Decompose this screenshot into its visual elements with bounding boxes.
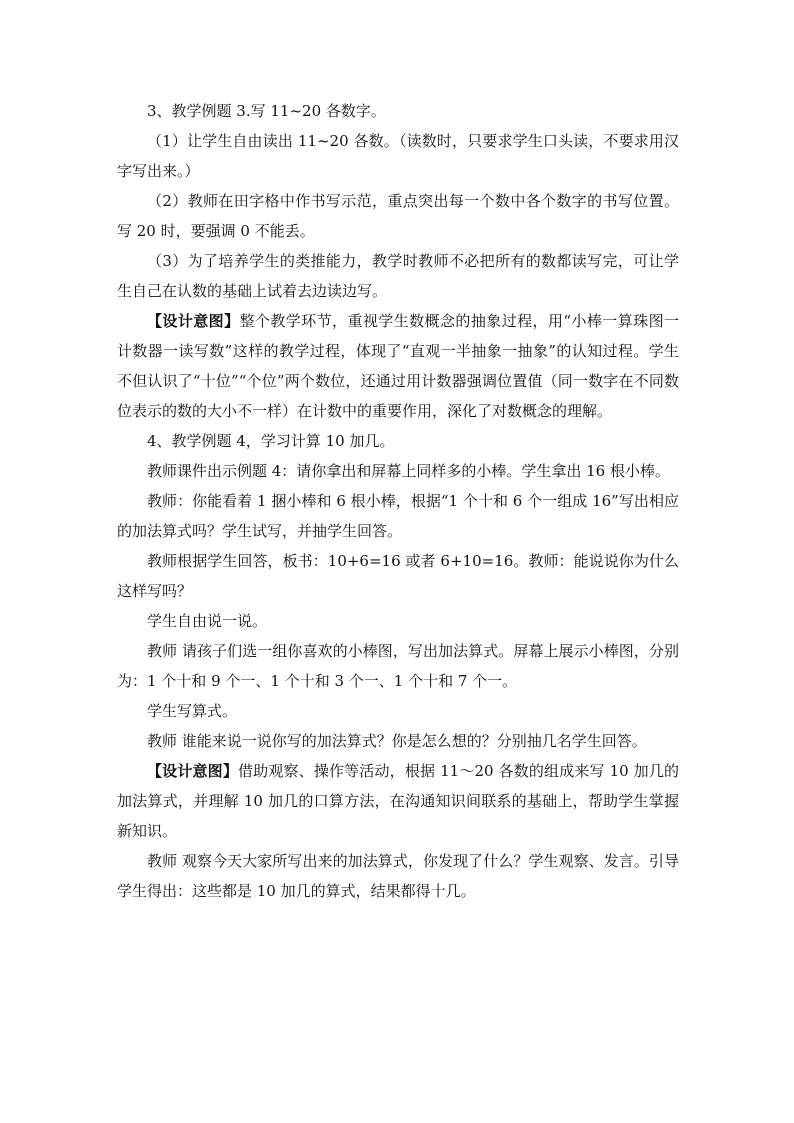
paragraph-text: 学生自由说一说。 — [147, 612, 268, 630]
paragraph-text: 教师 观察今天大家所写出来的加法算式，你发现了什么？学生观察、发言。引导学生得出：这些都是 10 加几的算式，结果都得十几。 — [117, 852, 679, 900]
paragraph-text: 3、教学例题 3.写 11~20 各数字。 — [147, 102, 386, 120]
paragraph-text: 整个教学环节，重视学生数概念的抽象过程，用“小棒一算珠图一计数器一读写数”这样的教学过程，体现了“直观一半抽象一抽象”的认知过程。学生不但认识了“十位”“个位”两个数位，还通过用计数器强调位置值（同一数字在不同数位表示的数的大小不一样）在计数中的重要作用，深化了对数概念的理解。 — [117, 312, 679, 420]
design-intent-label: 【设计意图】 — [147, 312, 240, 330]
paragraph-text: 4、教学例题 4，学习计算 10 加几。 — [147, 432, 395, 450]
heading-example-3 — [117, 96, 679, 126]
paragraph-who-can-say — [117, 726, 679, 756]
paragraph-observe — [117, 846, 679, 906]
paragraph-courseware — [117, 456, 679, 486]
paragraph-text: （2）教师在田字格中作书写示范，重点突出每一个数中各个数字的书写位置。写 20 时，要强调 0 不能丢。 — [117, 192, 679, 240]
design-intent-1 — [117, 306, 679, 426]
paragraph-teacher-question — [117, 486, 679, 546]
paragraph-students-write — [117, 696, 679, 726]
paragraph-text: 教师：你能看着 1 捆小棒和 6 根小棒，根据“1 个十和 6 个一组成 16”写出相应的加法算式吗？学生试写，并抽学生回答。 — [117, 492, 679, 540]
paragraph-step-2 — [117, 186, 679, 246]
paragraph-step-1 — [117, 126, 679, 186]
paragraph-text: 学生写算式。 — [147, 702, 238, 720]
design-intent-2 — [117, 756, 679, 846]
paragraph-text: 教师 请孩子们选一组你喜欢的小棒图，写出加法算式。屏幕上展示小棒图，分别为：1 个十和 9 个一、1 个十和 3 个一、1 个十和 7 个一。 — [117, 642, 679, 690]
heading-example-4 — [117, 426, 679, 456]
document-page — [117, 96, 679, 906]
paragraph-text: （3）为了培养学生的类推能力，教学时教师不必把所有的数都读写完，可让学生自己在认数的基础上试着去边读边写。 — [117, 252, 679, 300]
paragraph-students-speak — [117, 606, 679, 636]
paragraph-step-3 — [117, 246, 679, 306]
paragraph-text: 教师根据学生回答，板书：10+6=16 或者 6+10=16。教师：能说说你为什么这样写吗？ — [117, 552, 679, 600]
paragraph-board-writing — [117, 546, 679, 606]
design-intent-label: 【设计意图】 — [147, 762, 238, 780]
paragraph-text: 借助观察、操作等活动，根据 11～20 各数的组成来写 10 加几的加法算式，并理解 10 加几的口算方法，在沟通知识间联系的基础上，帮助学生掌握新知识。 — [117, 762, 679, 840]
paragraph-text: （1）让学生自由读出 11~20 各数。（读数时，只要求学生口头读，不要求用汉字写出来。） — [117, 132, 679, 180]
paragraph-text: 教师 谁能来说一说你写的加法算式？你是怎么想的？分别抽几名学生回答。 — [147, 732, 647, 750]
paragraph-text: 教师课件出示例题 4：请你拿出和屏幕上同样多的小棒。学生拿出 16 根小棒。 — [147, 462, 670, 480]
paragraph-choose-sticks — [117, 636, 679, 696]
